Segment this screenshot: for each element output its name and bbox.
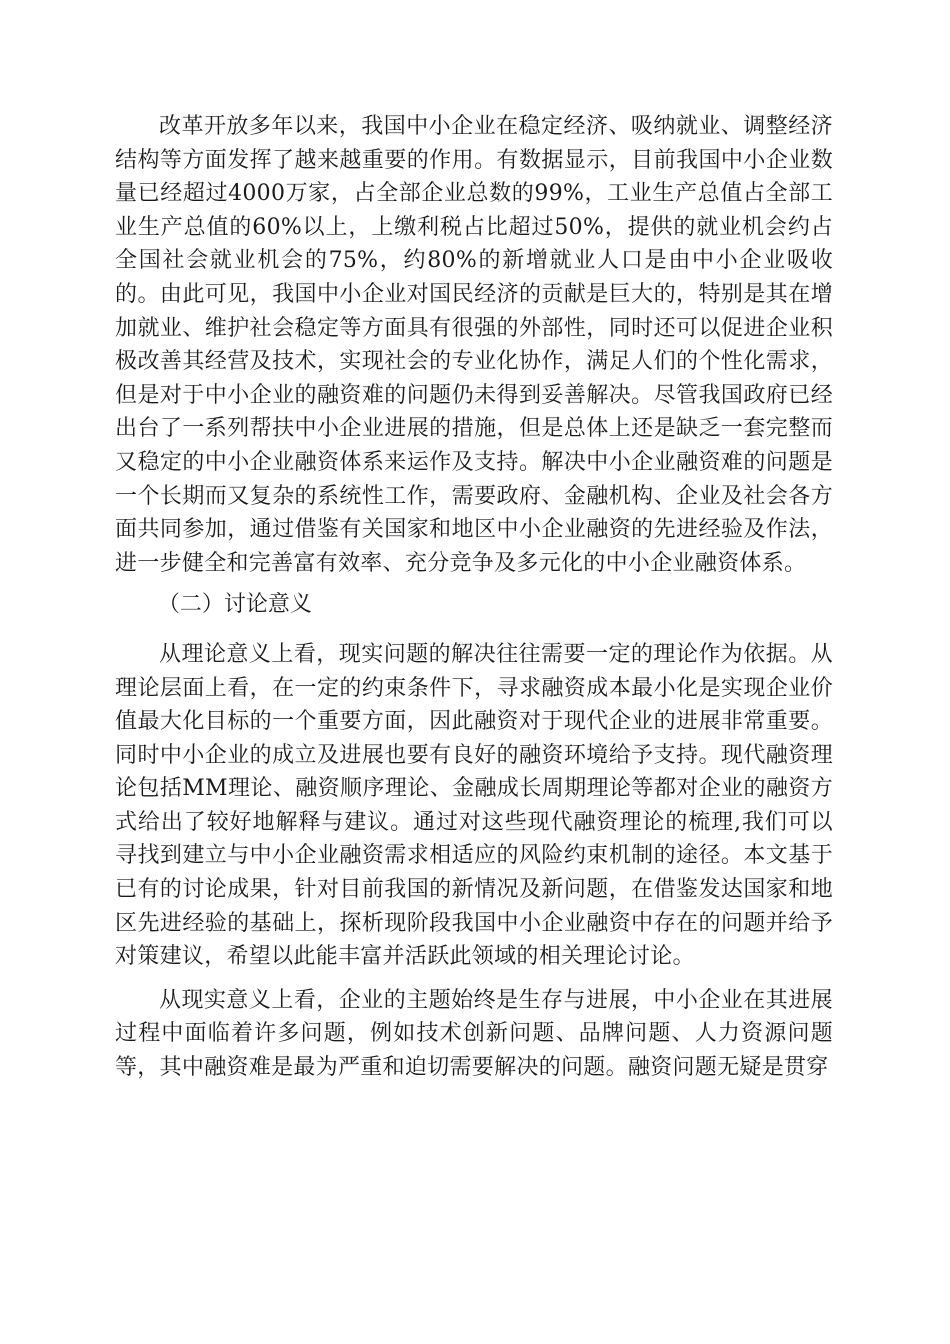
paragraph-theoretical-significance: 从理论意义上看，现实问题的解决往往需要一定的理论作为依据。从理论层面上看，在一定的约束条件下，寻求融资成本最小化是实现企业价值最大化目标的一个重要方面，因此融资对于现代企业的进展非常重要。同时中小企业的成立及进展也要有良好的融资环境给予支持。现代融资理论包括MM理论、融资顺序理论、金融成长周期理论等都对企业的融资方式给出了较好地解释与建议。通过对这些现代融资理论的梳理,我们可以寻找到建立与中小企业融资需求相适应的风险约束机制的途径。本文基于已有的讨论成果，针对目前我国的新情况及新问题，在借鉴发达国家和地区先进经验的基础上，探析现阶段我国中小企业融资中存在的问题并给予对策建议，希望以此能丰富并活跃此领域的相关理论讨论。 xyxy=(115,641,833,970)
paragraph-practical-significance: 从现实意义上看，企业的主题始终是生存与进展，中小企业在其进展过程中面临着许多问题，例如技术创新问题、品牌问题、人力资源问题等，其中融资难是最为严重和迫切需要解决的问题。融资问题无疑是贯穿 xyxy=(115,987,833,1081)
document-page xyxy=(115,110,833,1085)
section-heading: （二）讨论意义 xyxy=(157,592,312,618)
paragraph-background: 改革开放多年以来，我国中小企业在稳定经济、吸纳就业、调整经济结构等方面发挥了越来越重要的作用。有数据显示，目前我国中小企业数量已经超过4000万家，占全部企业总数的99%，工业生产总值占全部工业生产总值的60%以上，上缴利税占比超过50%，提供的就业机会约占全国社会就业机会的75%，约80%的新增就业人口是由中小企业吸收的。由此可见，我国中小企业对国民经济的贡献是巨大的，特别是其在增加就业、维护社会稳定等方面具有很强的外部性，同时还可以促进企业积极改善其经营及技术，实现社会的专业化协作，满足人们的个性化需求，但是对于中小企业的融资难的问题仍未得到妥善解决。尽管我国政府已经出台了一系列帮扶中小企业进展的措施，但是总体上还是缺乏一套完整而又稳定的中小企业融资体系来运作及支持。解决中小企业融资难的问题是一个长期而又复杂的系统性工作，需要政府、金融机构、企业及社会各方面共同参加，通过借鉴有关国家和地区中小企业融资的先进经验及作法，进一步健全和完善富有效率、充分竞争及多元化的中小企业融资体系。 xyxy=(115,114,833,576)
